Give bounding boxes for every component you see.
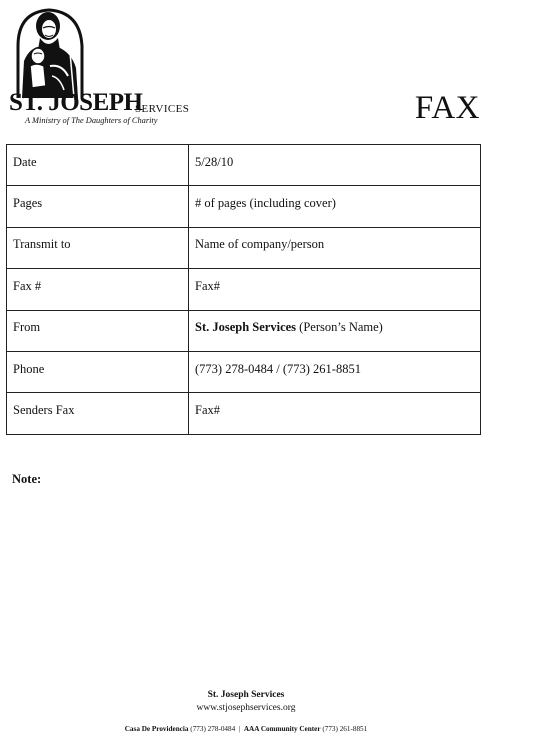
field-label: Date [7, 145, 189, 186]
field-label: From [7, 310, 189, 351]
location-name: AAA Community Center [243, 725, 321, 733]
field-label: Fax # [7, 269, 189, 310]
field-value: Fax# [189, 269, 481, 310]
field-label: Transmit to [7, 227, 189, 268]
location-phone: (773) 261-8851 [320, 725, 368, 733]
table-row-pages [7, 186, 481, 227]
note-label: Note: [12, 472, 42, 486]
st-joseph-figure-logo [10, 6, 88, 98]
table-row-fax-number [7, 269, 481, 310]
footer-org-name: St. Joseph Services [207, 690, 285, 700]
location-name: Casa De Providencia [124, 725, 189, 733]
table-row-transmit-to [7, 227, 481, 268]
field-value [189, 310, 481, 351]
table-row-date [7, 145, 481, 186]
field-label: Senders Fax [7, 393, 189, 434]
field-label: Pages [7, 186, 189, 227]
logo-wordmark: ST. JOSEPH [9, 89, 143, 116]
table-row-from [7, 310, 481, 351]
footer-locations [0, 725, 492, 733]
field-value: # of pages (including cover) [189, 186, 481, 227]
table-row-senders-fax [7, 393, 481, 434]
from-person-placeholder: (Person’s Name) [296, 320, 383, 335]
footer-separator: | [235, 725, 244, 733]
field-value: Fax# [189, 393, 481, 434]
logo-services-text: SERVICES [135, 103, 190, 115]
field-value: 5/28/10 [189, 145, 481, 186]
fax-info-table [6, 144, 481, 435]
page-title: FAX [414, 90, 480, 126]
field-value: (773) 278-0484 / (773) 261-8851 [189, 351, 481, 392]
footer-website: www.stjosephservices.org [196, 703, 296, 713]
logo-tagline: A Ministry of The Daughters of Charity [25, 116, 158, 125]
field-label: Phone [7, 351, 189, 392]
from-org-name: St. Joseph Services [195, 320, 297, 335]
field-value: Name of company/person [189, 227, 481, 268]
table-row-phone [7, 351, 481, 392]
location-phone: (773) 278-0484 [188, 725, 236, 733]
